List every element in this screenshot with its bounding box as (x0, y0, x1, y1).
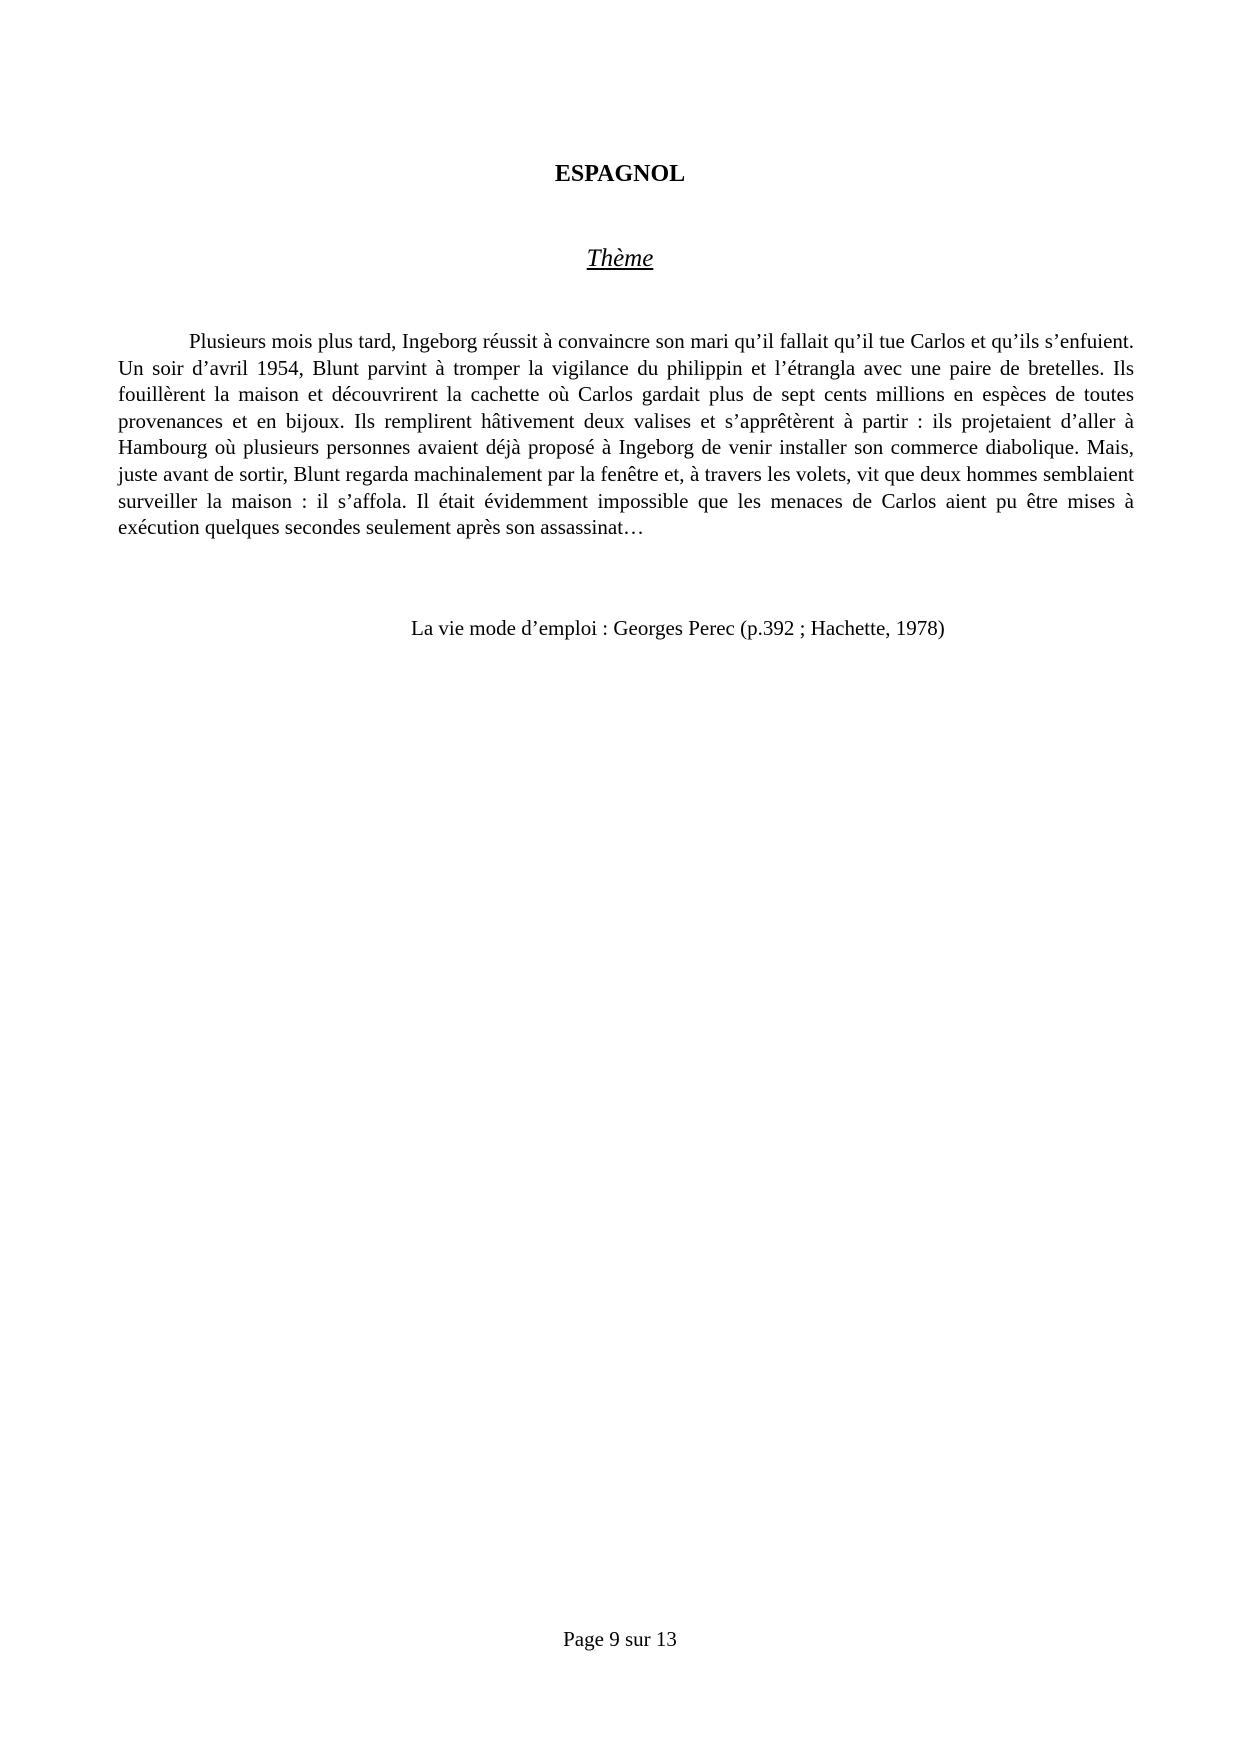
page-title: ESPAGNOL (554, 161, 686, 187)
page-number-footer: Page 9 sur 13 (563, 1627, 677, 1651)
body-paragraph: Plusieurs mois plus tard, Ingeborg réussit à convaincre son mari qu’il fallait qu’il tue Carlos et qu’ils s’enfuient. Un soir d’avril 1954, Blunt parvint à tromper la vigilance du philippin et l’étrangla avec une paire de bretelles. Ils fouillèrent la maison et découvrirent la cachette où Carlos gardait plus de sept cents millions en espèces de toutes provenances et en bijoux. Ils remplirent hâtivement deux valises et s’apprêtèrent à partir : ils projetaient d’aller à Hambourg où plusieurs personnes avaient déjà proposé à Ingeborg de venir installer son commerce diabolique. Mais, juste avant de sortir, Blunt regarda machinalement par la fenêtre et, à travers les volets, vit que deux hommes semblaient surveiller la maison : il s’affola. Il était évidemment impossible que les menaces de Carlos aient pu être mises à exécution quelques secondes seulement après son assassinat… (118, 329, 1134, 540)
source-citation: La vie mode d’emploi : Georges Perec (p.392 ; Hachette, 1978) (411, 616, 945, 640)
section-title: Thème (586, 245, 654, 272)
